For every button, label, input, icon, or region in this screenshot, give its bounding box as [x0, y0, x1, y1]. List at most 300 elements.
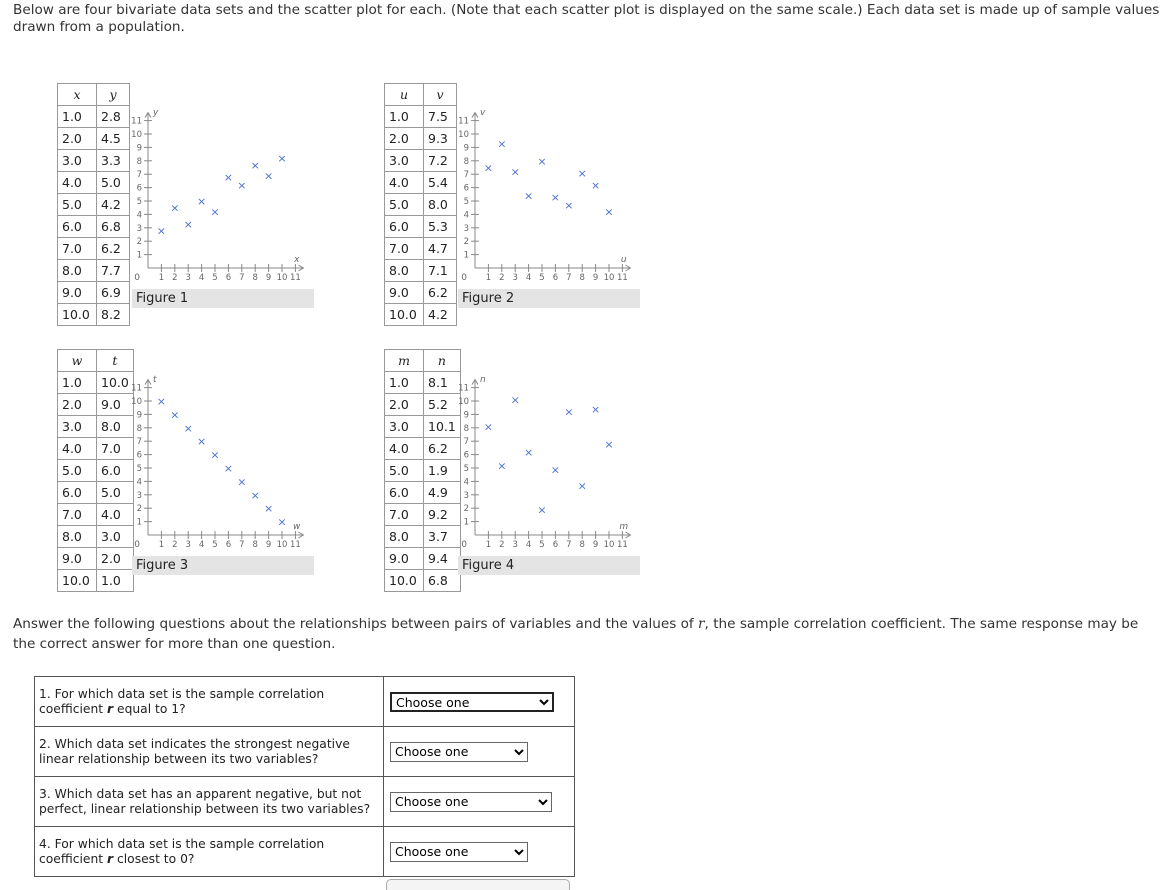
x-tick-label: 4	[198, 540, 205, 550]
scatter-point: ×	[564, 405, 574, 419]
y-tick-label: 4	[136, 210, 142, 221]
x-tick-label: 1	[158, 540, 165, 550]
table-cell: 6.0	[97, 460, 134, 482]
x-tick-label: 11	[616, 540, 628, 550]
x-tick-label: 7	[239, 273, 245, 283]
table-cell: 9.0	[385, 282, 424, 304]
table-cell: 5.3	[424, 216, 457, 238]
x-tick-label: 9	[592, 273, 599, 283]
table-cell: 2.0	[58, 128, 97, 150]
data-table-4	[384, 349, 461, 592]
data-table-3	[57, 349, 134, 592]
table-cell: 9.4	[424, 548, 461, 570]
y-tick-label: 9	[136, 143, 142, 154]
figure-label-4: Figure 4	[458, 556, 640, 575]
table-cell: 2.0	[97, 548, 134, 570]
table-cell: 8.1	[424, 372, 461, 394]
table-cell: 1.0	[385, 372, 424, 394]
scatter-point: ×	[523, 445, 534, 459]
figure-label-1: Figure 1	[132, 289, 314, 308]
scatter-plot-2	[457, 100, 647, 290]
answer-cell	[384, 677, 575, 727]
table-cell: 7.0	[97, 438, 134, 460]
table-cell: 3.3	[97, 150, 130, 172]
table-cell: 6.8	[424, 570, 461, 592]
partial-button[interactable]	[386, 879, 570, 890]
scatter-point: ×	[550, 190, 561, 204]
table-cell: 9.2	[424, 504, 461, 526]
question-row	[35, 727, 575, 777]
answer-select-1[interactable]	[390, 692, 554, 712]
x-tick-label: 10	[603, 273, 615, 283]
question-text-after: equal to 1?	[113, 701, 186, 716]
x-tick-label: 3	[185, 273, 191, 283]
question-text-before: 1. For which data set is the sample correlation coefficient	[39, 686, 325, 716]
y-tick-label: 8	[463, 156, 469, 167]
y-tick-label: 3	[136, 490, 142, 501]
table-row	[385, 150, 457, 172]
table-cell: 4.2	[97, 194, 130, 216]
table-cell: 5.0	[58, 194, 97, 216]
table-cell: 7.5	[424, 106, 457, 128]
table-header-col-x: x	[58, 84, 97, 106]
x-tick-label: 4	[198, 273, 205, 283]
figure-label-3: Figure 3	[132, 556, 314, 575]
table-row	[58, 194, 130, 216]
table-cell: 4.2	[424, 304, 457, 326]
x-tick-label: 6	[552, 540, 559, 550]
table-cell: 5.2	[424, 394, 461, 416]
table-row	[385, 172, 457, 194]
question-text	[35, 827, 384, 877]
table-cell: 8.2	[97, 304, 130, 326]
answer-cell	[384, 827, 575, 877]
table-row	[58, 106, 130, 128]
x-tick-label: 8	[252, 273, 258, 283]
table-row	[58, 260, 130, 282]
scatter-point: ×	[537, 503, 547, 517]
origin-label: 0	[134, 540, 140, 550]
scatter-point: ×	[497, 459, 507, 473]
question-row	[35, 777, 575, 827]
x-tick-label: 5	[212, 540, 218, 550]
x-axis-label: u	[620, 255, 627, 265]
y-tick-label: 7	[136, 437, 142, 448]
y-tick-label: 3	[136, 223, 142, 234]
table-row	[385, 128, 457, 150]
y-tick-label: 1	[136, 250, 142, 261]
scatter-point: ×	[510, 393, 520, 407]
y-tick-label: 3	[463, 490, 469, 501]
y-tick-label: 8	[463, 423, 469, 434]
table-row	[385, 548, 461, 570]
scatter-point: ×	[196, 435, 207, 449]
table-row	[385, 416, 461, 438]
x-tick-label: 3	[185, 540, 191, 550]
y-tick-label: 4	[136, 477, 142, 488]
table-cell: 2.8	[97, 106, 130, 128]
scatter-point: ×	[483, 420, 494, 434]
y-tick-label: 3	[463, 223, 469, 234]
table-cell: 3.0	[385, 416, 424, 438]
table-cell: 5.4	[424, 172, 457, 194]
table-row	[58, 216, 130, 238]
y-tick-label: 2	[136, 504, 142, 515]
table-row	[58, 482, 134, 504]
table-row	[58, 526, 134, 548]
table-header-col-x: w	[58, 350, 97, 372]
y-tick-label: 6	[136, 183, 142, 194]
x-tick-label: 3	[512, 540, 518, 550]
y-tick-label: 1	[463, 250, 469, 261]
x-tick-label: 2	[172, 540, 178, 550]
x-tick-label: 11	[289, 273, 301, 283]
table-cell: 2.0	[58, 394, 97, 416]
table-cell: 1.9	[424, 460, 461, 482]
table-cell: 3.7	[424, 526, 461, 548]
scatter-point: ×	[550, 463, 561, 477]
table-row	[385, 460, 461, 482]
answer-intro	[13, 614, 1163, 654]
table-row	[385, 372, 461, 394]
question-row	[35, 677, 575, 727]
table-cell: 10.0	[58, 570, 97, 592]
table-row	[58, 548, 134, 570]
x-tick-label: 7	[566, 273, 572, 283]
question-text-before: 3. Which data set has an apparent negative, but not perfect, linear relationship between its two variables?	[39, 786, 371, 816]
table-header-col-x: m	[385, 350, 424, 372]
table-cell: 10.0	[58, 304, 97, 326]
x-axis-label: x	[294, 255, 300, 265]
question-text-before: 2. Which data set indicates the strongest negative linear relationship between its two variables?	[39, 736, 350, 766]
scatter-point: ×	[277, 515, 287, 529]
table-cell: 7.0	[58, 238, 97, 260]
table-row	[385, 570, 461, 592]
scatter-point: ×	[577, 166, 587, 180]
table-cell: 5.0	[58, 460, 97, 482]
scatter-point: ×	[196, 195, 207, 208]
table-row	[385, 216, 457, 238]
scatter-point: ×	[277, 152, 287, 166]
scatter-plot-1	[130, 100, 320, 290]
questions-table	[34, 676, 575, 877]
scatter-point: ×	[210, 448, 220, 462]
answer-intro-var: r	[698, 616, 705, 632]
table-cell: 1.0	[58, 372, 97, 394]
scatter-point: ×	[564, 199, 574, 213]
y-tick-label: 9	[463, 143, 469, 154]
x-tick-label: 9	[265, 273, 272, 283]
x-tick-label: 6	[552, 273, 559, 283]
y-tick-label: 4	[463, 210, 469, 221]
scatter-point: ×	[183, 421, 193, 435]
table-row	[385, 260, 457, 282]
table-cell: 6.0	[58, 482, 97, 504]
origin-label: 0	[461, 273, 467, 283]
table-cell: 4.0	[58, 438, 97, 460]
intro-text: Below are four bivariate data sets and the scatter plot for each. (Note that each scatter plot is displayed on the same scale.) Each data set is made up of sample values drawn from a population.	[13, 2, 1160, 35]
table-header-col-y: v	[424, 84, 457, 106]
table-row	[58, 150, 130, 172]
table-header-col-y: n	[424, 350, 461, 372]
table-cell: 4.7	[424, 238, 457, 260]
table-cell: 3.0	[97, 526, 134, 548]
x-tick-label: 4	[525, 540, 532, 550]
table-header-col-y: t	[97, 350, 134, 372]
table-cell: 8.0	[385, 526, 424, 548]
scatter-point: ×	[237, 178, 247, 192]
x-tick-label: 5	[539, 540, 545, 550]
question-text	[35, 677, 384, 727]
y-tick-label: 5	[463, 197, 469, 207]
table-cell: 6.2	[424, 438, 461, 460]
table-row	[58, 372, 134, 394]
y-tick-label: 10	[131, 130, 142, 140]
y-tick-label: 11	[131, 116, 142, 127]
x-tick-label: 2	[172, 273, 178, 283]
answer-select-4[interactable]	[390, 842, 528, 862]
y-axis-label: v	[480, 108, 486, 119]
y-axis-label: y	[153, 108, 159, 119]
table-cell: 9.0	[97, 394, 134, 416]
table-cell: 1.0	[385, 106, 424, 128]
y-tick-label: 5	[136, 464, 142, 474]
y-tick-label: 6	[463, 450, 469, 461]
scatter-point: ×	[156, 395, 167, 408]
y-tick-label: 5	[136, 197, 142, 207]
x-tick-label: 1	[485, 540, 492, 550]
table-cell: 10.0	[97, 372, 134, 394]
origin-label: 0	[134, 273, 140, 283]
scatter-point: ×	[263, 502, 274, 516]
table-cell: 6.2	[424, 282, 457, 304]
table-cell: 1.0	[58, 106, 97, 128]
scatter-point: ×	[250, 158, 260, 172]
y-tick-label: 2	[463, 237, 469, 248]
figure-label-2: Figure 2	[458, 289, 640, 308]
question-text-after: closest to 0?	[113, 851, 195, 866]
table-row	[58, 304, 130, 326]
x-tick-label: 8	[579, 540, 585, 550]
table-cell: 6.0	[58, 216, 97, 238]
x-axis-label: w	[293, 522, 301, 532]
x-tick-label: 2	[499, 540, 505, 550]
x-tick-label: 10	[603, 540, 615, 550]
y-tick-label: 11	[131, 383, 142, 394]
y-tick-label: 1	[463, 517, 469, 528]
scatter-plot-3	[130, 367, 320, 557]
x-tick-label: 7	[239, 540, 245, 550]
y-axis-label: t	[153, 375, 157, 386]
table-cell: 7.1	[424, 260, 457, 282]
table-header-col-y: y	[97, 84, 130, 106]
scatter-point: ×	[523, 189, 534, 203]
y-tick-label: 8	[136, 156, 142, 167]
y-tick-label: 10	[131, 397, 142, 407]
scatter-point: ×	[156, 224, 167, 238]
table-cell: 8.0	[385, 260, 424, 282]
scatter-point: ×	[170, 408, 180, 422]
x-tick-label: 5	[212, 273, 218, 283]
table-cell: 3.0	[58, 150, 97, 172]
y-tick-label: 6	[463, 183, 469, 194]
origin-label: 0	[461, 540, 467, 550]
y-tick-label: 5	[463, 464, 469, 474]
table-row	[58, 238, 130, 260]
table-cell: 10.0	[385, 570, 424, 592]
y-tick-label: 11	[458, 116, 469, 127]
x-axis-label: m	[619, 522, 629, 532]
table-cell: 6.2	[97, 238, 130, 260]
table-cell: 9.0	[58, 282, 97, 304]
data-table-1	[57, 83, 130, 326]
table-cell: 4.0	[97, 504, 134, 526]
y-tick-label: 10	[458, 397, 469, 407]
table-row	[385, 438, 461, 460]
table-row	[385, 194, 457, 216]
x-tick-label: 3	[512, 273, 518, 283]
y-tick-label: 6	[136, 450, 142, 461]
question-text-before: 4. For which data set is the sample correlation coefficient	[39, 836, 325, 866]
scatter-point: ×	[604, 205, 614, 219]
scatter-point: ×	[263, 169, 274, 183]
question-var: r	[107, 851, 114, 866]
table-cell: 9.0	[385, 548, 424, 570]
table-cell: 3.0	[58, 416, 97, 438]
answer-select-2[interactable]	[390, 742, 528, 762]
y-axis-label: n	[480, 375, 486, 386]
x-tick-label: 10	[276, 273, 288, 283]
x-tick-label: 2	[499, 273, 505, 283]
x-tick-label: 7	[566, 540, 572, 550]
table-cell: 7.0	[385, 504, 424, 526]
scatter-point: ×	[210, 205, 220, 219]
table-row	[385, 106, 457, 128]
scatter-point: ×	[237, 475, 247, 489]
x-tick-label: 8	[579, 273, 585, 283]
scatter-point: ×	[604, 437, 614, 451]
x-tick-label: 5	[539, 273, 545, 283]
table-row	[385, 482, 461, 504]
table-cell: 4.0	[385, 438, 424, 460]
scatter-point: ×	[537, 154, 547, 168]
table-cell: 7.2	[424, 150, 457, 172]
table-cell: 5.0	[385, 460, 424, 482]
table-row	[58, 570, 134, 592]
table-row	[58, 172, 130, 194]
table-cell: 5.0	[97, 172, 130, 194]
x-tick-label: 9	[265, 540, 272, 550]
y-tick-label: 7	[463, 437, 469, 448]
scatter-point: ×	[577, 479, 587, 493]
table-cell: 2.0	[385, 128, 424, 150]
y-tick-label: 2	[136, 237, 142, 248]
y-tick-label: 1	[136, 517, 142, 528]
table-row	[58, 460, 134, 482]
question-row	[35, 827, 575, 877]
table-header-col-x: u	[385, 84, 424, 106]
question-text	[35, 777, 384, 827]
scatter-point: ×	[223, 170, 234, 184]
table-row	[58, 504, 134, 526]
table-cell: 3.0	[385, 150, 424, 172]
table-cell: 6.0	[385, 482, 424, 504]
table-cell: 7.7	[97, 260, 130, 282]
answer-select-3[interactable]	[390, 792, 552, 812]
scatter-point: ×	[483, 161, 494, 175]
scatter-point: ×	[250, 488, 260, 502]
x-tick-label: 1	[158, 273, 165, 283]
table-row	[385, 282, 457, 304]
table-cell: 4.9	[424, 482, 461, 504]
table-cell: 2.0	[385, 394, 424, 416]
table-cell: 10.1	[424, 416, 461, 438]
y-tick-label: 7	[463, 170, 469, 181]
table-row	[385, 526, 461, 548]
y-tick-label: 9	[463, 410, 469, 421]
y-tick-label: 8	[136, 423, 142, 434]
table-row	[385, 304, 457, 326]
scatter-plot-4	[457, 367, 647, 557]
table-cell: 7.0	[58, 504, 97, 526]
x-tick-label: 6	[225, 273, 232, 283]
answer-intro-before: Answer the following questions about the relationships between pairs of variables and the values of	[13, 616, 699, 632]
table-cell: 8.0	[97, 416, 134, 438]
answer-cell	[384, 727, 575, 777]
scatter-point: ×	[510, 165, 520, 179]
scatter-point: ×	[170, 201, 180, 215]
table-cell: 4.5	[97, 128, 130, 150]
question-var: r	[107, 701, 114, 716]
x-tick-label: 9	[592, 540, 599, 550]
question-text	[35, 727, 384, 777]
y-tick-label: 9	[136, 410, 142, 421]
scatter-point: ×	[183, 217, 193, 231]
table-cell: 9.3	[424, 128, 457, 150]
x-tick-label: 11	[289, 540, 301, 550]
table-row	[385, 238, 457, 260]
table-cell: 10.0	[385, 304, 424, 326]
table-cell: 6.0	[385, 216, 424, 238]
table-row	[385, 394, 461, 416]
table-cell: 4.0	[385, 172, 424, 194]
table-cell: 5.0	[385, 194, 424, 216]
scatter-point: ×	[590, 178, 601, 192]
y-tick-label: 4	[463, 477, 469, 488]
table-cell: 1.0	[97, 570, 134, 592]
table-cell: 9.0	[58, 548, 97, 570]
table-cell: 5.0	[97, 482, 134, 504]
table-cell: 8.0	[58, 526, 97, 548]
x-tick-label: 8	[252, 540, 258, 550]
y-tick-label: 10	[458, 130, 469, 140]
table-cell: 7.0	[385, 238, 424, 260]
table-row	[58, 394, 134, 416]
table-cell: 4.0	[58, 172, 97, 194]
answer-intro-after: , the sample correlation coefficient. The same response may be the correct answer for more than one question.	[13, 616, 1139, 652]
table-row	[58, 282, 130, 304]
table-cell: 6.9	[97, 282, 130, 304]
scatter-point: ×	[223, 462, 234, 475]
table-cell: 8.0	[424, 194, 457, 216]
table-cell: 6.8	[97, 216, 130, 238]
x-tick-label: 11	[616, 273, 628, 283]
x-tick-label: 6	[225, 540, 232, 550]
table-cell: 8.0	[58, 260, 97, 282]
scatter-point: ×	[497, 137, 507, 151]
x-tick-label: 10	[276, 540, 288, 550]
y-tick-label: 2	[463, 504, 469, 515]
